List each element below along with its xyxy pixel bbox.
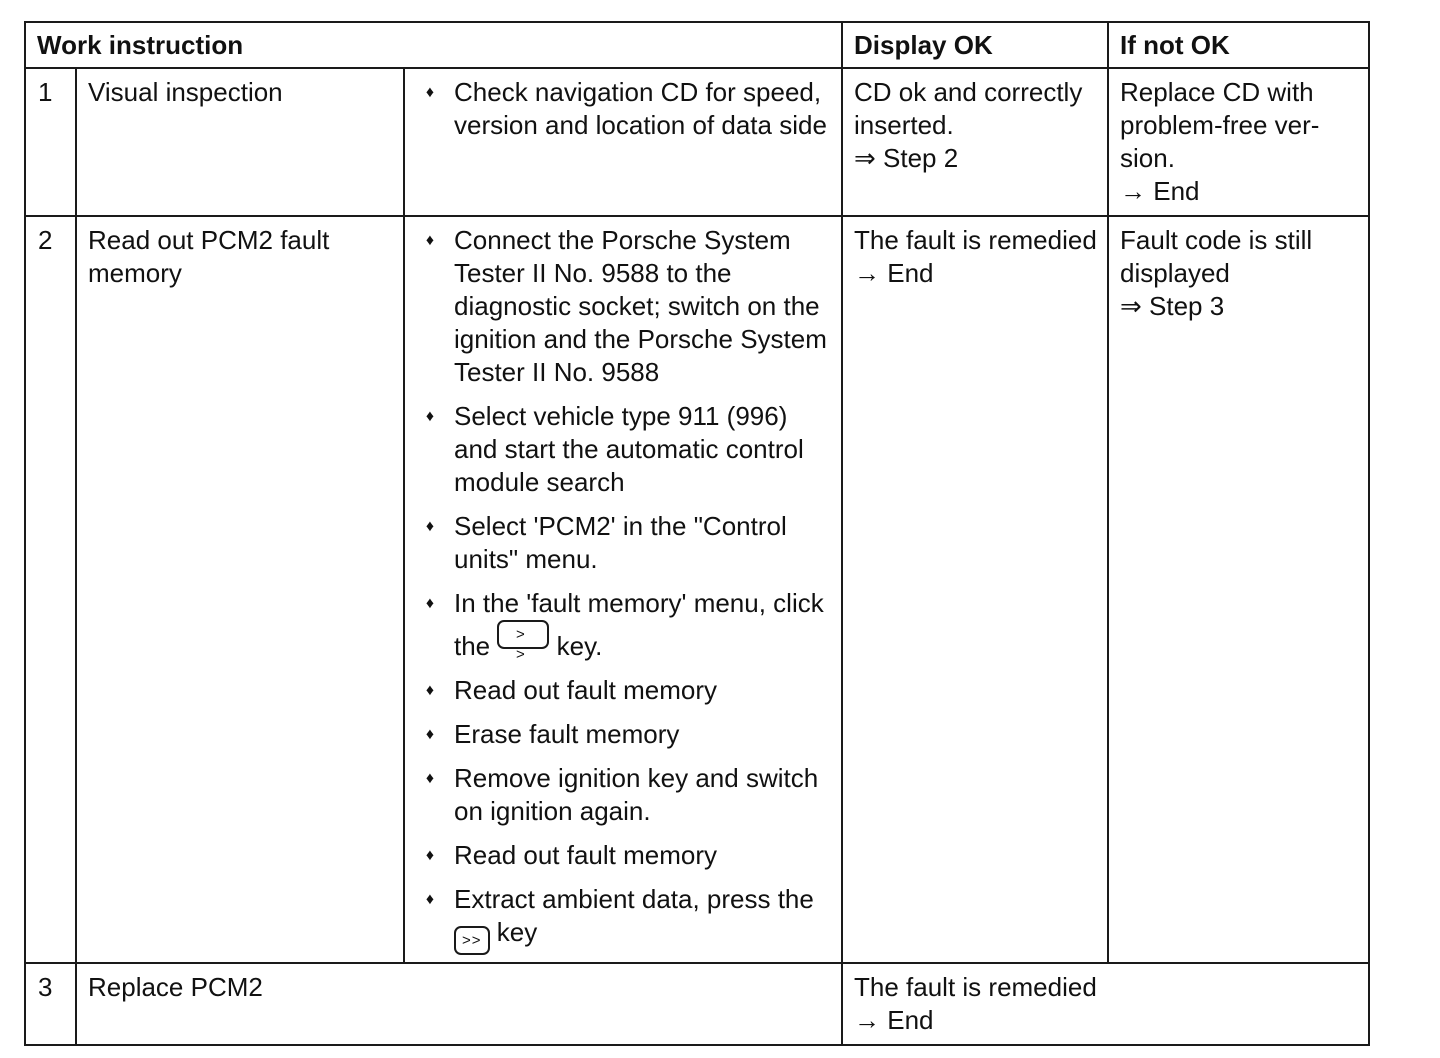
display-ok-next-step: → End: [854, 1005, 934, 1035]
step-text: Connect the Porsche System Tester II No. 9588 to the diagnostic socket; switch on the ignition and the Porsche System Tester II No. 9588: [454, 225, 827, 387]
step-text: key.: [556, 631, 603, 661]
header-if-not-ok: If not OK: [1108, 22, 1369, 68]
step-text: Select 'PCM2' in the "Control units" menu.: [454, 511, 787, 574]
fast-forward-key-icon: >>: [454, 926, 490, 955]
instructions-cell: [404, 216, 842, 963]
bullet-icon: ♦: [425, 770, 435, 787]
step-number: 1: [25, 68, 76, 216]
if-not-ok-line: Replace CD with: [1120, 77, 1314, 107]
header-work-instruction: Work instruction: [25, 22, 842, 68]
bullet-icon: ♦: [425, 232, 435, 249]
work-instruction-table: [24, 21, 1370, 1046]
bullet-icon: ♦: [425, 518, 435, 535]
bullet-icon: ♦: [425, 726, 435, 743]
if-not-ok-line: Fault code is still: [1120, 225, 1313, 255]
display-ok-line: The fault is remedied: [854, 972, 1097, 1002]
display-ok-cell: [842, 216, 1108, 963]
step-text: Read out fault memory: [454, 675, 718, 705]
work-instruction-sheet: [24, 21, 1368, 1046]
step-text: Erase fault memory: [454, 719, 680, 749]
bullet-icon: ♦: [425, 595, 435, 612]
list-item: [416, 400, 831, 499]
if-not-ok-cell: [1108, 68, 1369, 216]
step-text: In the 'fault memory' menu, click the: [454, 588, 824, 661]
table-row: [25, 68, 1369, 216]
bullet-icon: ♦: [425, 408, 435, 425]
if-not-ok-next-step: → End: [1120, 176, 1200, 206]
step-text: Check navigation CD for speed, version and location of data side: [454, 77, 827, 140]
bullet-icon: ♦: [425, 84, 435, 101]
step-text: Extract ambient data, press the: [454, 884, 814, 914]
list-item: [416, 587, 831, 663]
header-display-ok: Display OK: [842, 22, 1108, 68]
list-item: [416, 762, 831, 828]
if-not-ok-line: displayed: [1120, 258, 1230, 288]
list-item: [416, 224, 831, 389]
forward-key-icon: > >: [497, 620, 549, 649]
instructions-cell: [404, 68, 842, 216]
table-row: [25, 963, 1369, 1045]
if-not-ok-line: sion.: [1120, 143, 1175, 173]
display-ok-next-step: ⇒ Step 2: [854, 143, 959, 173]
if-not-ok-line: problem-free ver-: [1120, 110, 1320, 140]
step-number: 2: [25, 216, 76, 963]
list-item: [416, 839, 831, 872]
display-ok-cell: [842, 68, 1108, 216]
if-not-ok-cell: [1108, 216, 1369, 963]
bullet-icon: ♦: [425, 847, 435, 864]
table-header-row: [25, 22, 1369, 68]
step-text: Select vehicle type 911 (996) and start the automatic control module search: [454, 401, 804, 497]
list-item: [416, 883, 831, 955]
task-cell: Replace PCM2: [76, 963, 842, 1045]
task-cell: Read out PCM2 fault memory: [76, 216, 404, 963]
bullet-icon: ♦: [425, 891, 435, 908]
bullet-icon: ♦: [425, 682, 435, 699]
list-item: [416, 718, 831, 751]
step-number: 3: [25, 963, 76, 1045]
list-item: [416, 76, 831, 142]
display-ok-line: The fault is remedied: [854, 225, 1097, 255]
list-item: [416, 510, 831, 576]
step-text: Read out fault memory: [454, 840, 718, 870]
if-not-ok-next-step: ⇒ Step 3: [1120, 291, 1225, 321]
table-row: [25, 216, 1369, 963]
step-text: key: [496, 917, 538, 947]
display-ok-cell: [842, 963, 1369, 1045]
list-item: [416, 674, 831, 707]
task-cell: Visual inspection: [76, 68, 404, 216]
display-ok-next-step: → End: [854, 258, 934, 288]
display-ok-line: CD ok and correctly: [854, 77, 1083, 107]
step-text: Remove ignition key and switch on ignition again.: [454, 763, 819, 826]
display-ok-line: inserted.: [854, 110, 954, 140]
